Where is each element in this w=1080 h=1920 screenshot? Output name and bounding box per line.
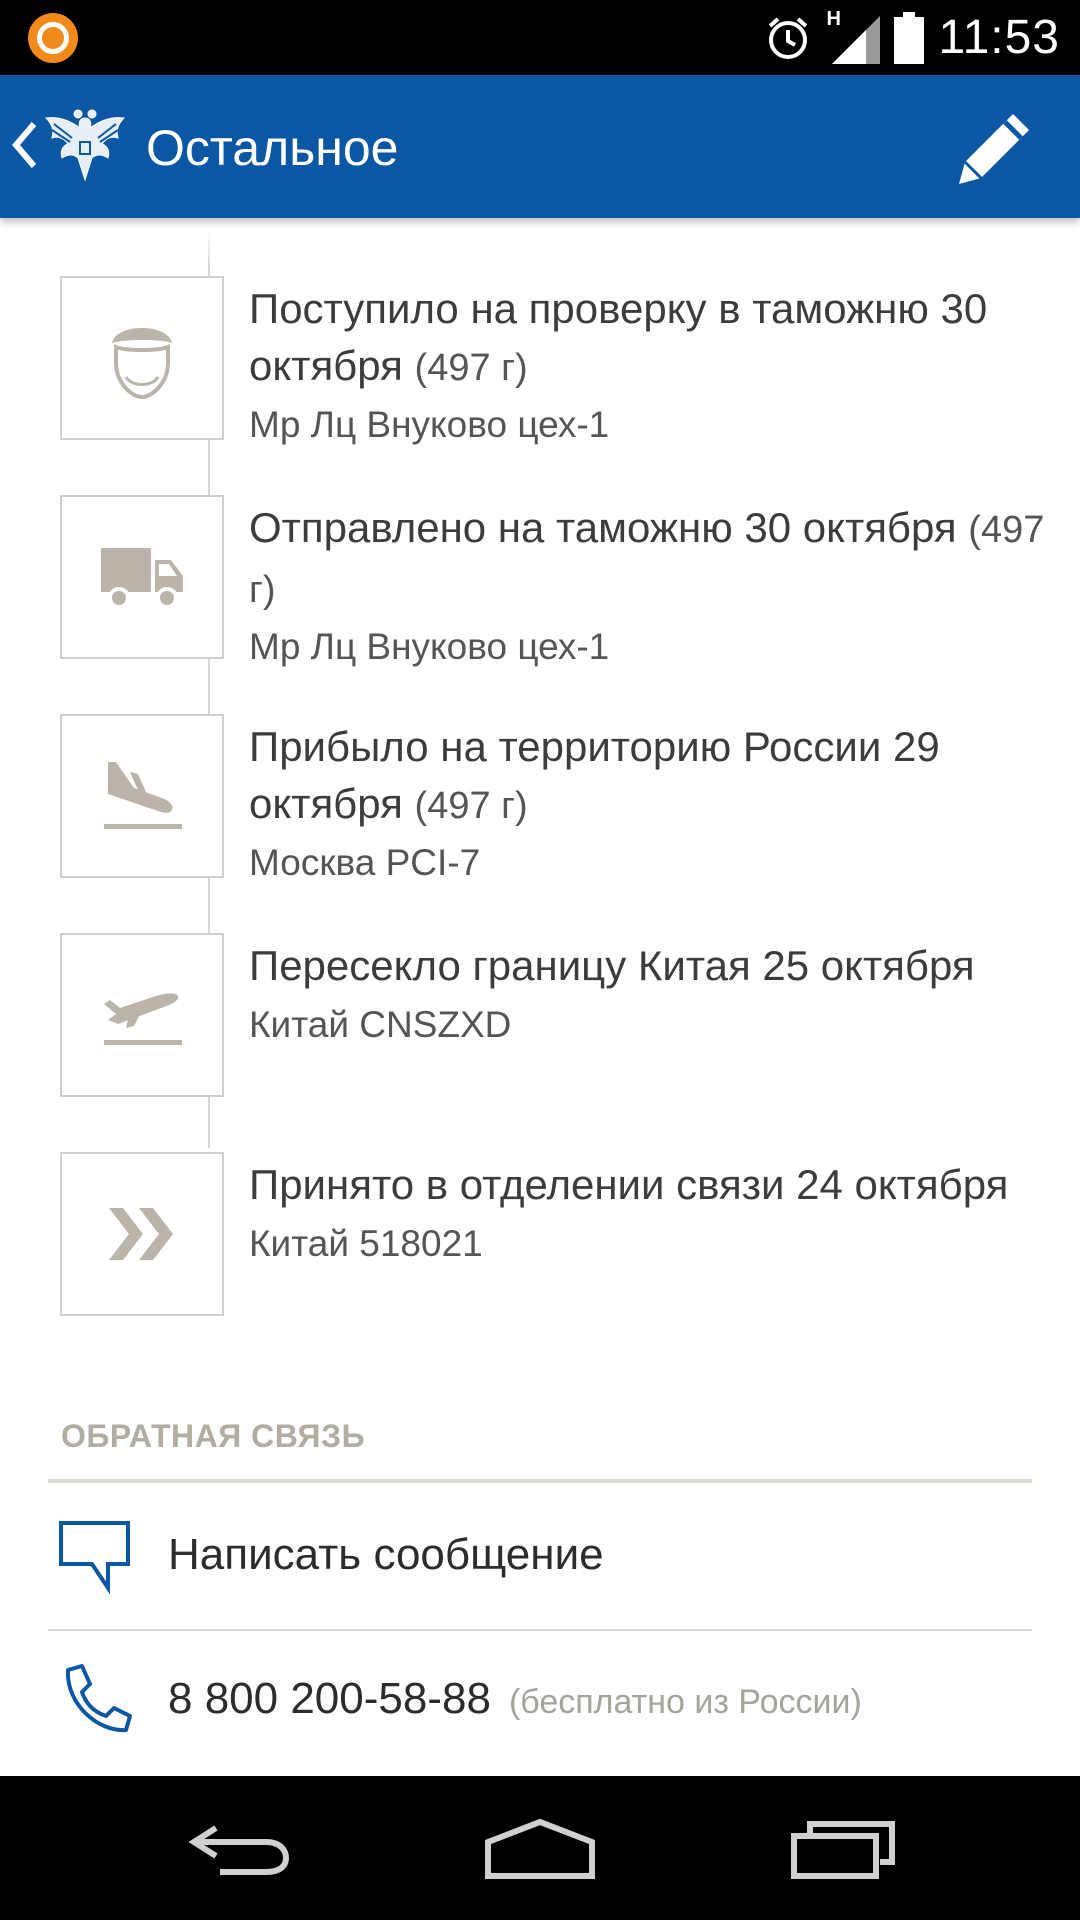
phone-note: (бесплатно из России) xyxy=(508,1683,862,1721)
phone-icon xyxy=(58,1662,134,1738)
section-header-feedback: ОБРАТНАЯ СВЯЗЬ xyxy=(61,1418,366,1454)
plane-takeoff-icon xyxy=(100,980,184,1050)
tracking-event xyxy=(60,933,1060,1099)
customs-officer-icon xyxy=(102,313,182,403)
event-place: Китай CNSZXD xyxy=(249,1004,512,1045)
navigation-bar xyxy=(0,1776,1080,1920)
event-title: Прибыло на территорию России 29 октября xyxy=(249,723,940,827)
eagle-emblem-icon xyxy=(42,108,128,188)
event-weight: (497 г) xyxy=(414,785,528,827)
pencil-icon[interactable] xyxy=(955,110,1033,186)
tracking-event xyxy=(60,714,1060,883)
plane-landing-icon xyxy=(100,758,184,834)
phone-number: 8 800 200-58-88 xyxy=(168,1674,491,1723)
message-bubble-icon xyxy=(58,1520,132,1594)
write-message-label: Написать сообщение xyxy=(168,1530,604,1579)
write-message-button[interactable] xyxy=(48,1488,1032,1631)
event-title: Отправлено на таможню 30 октября xyxy=(249,504,957,551)
back-icon[interactable] xyxy=(186,1814,292,1884)
event-icon-box xyxy=(60,714,224,878)
event-icon-box xyxy=(60,276,224,440)
tracking-event xyxy=(60,276,1060,445)
app-notification-icon xyxy=(28,13,78,63)
event-title: Пересекло границу Китая 25 октября xyxy=(249,942,975,989)
app-bar xyxy=(0,75,1080,218)
battery-icon xyxy=(894,12,924,64)
status-bar xyxy=(0,0,1080,75)
event-place: Москва PCI-7 xyxy=(249,842,481,883)
double-chevron-icon xyxy=(105,1204,179,1264)
signal-icon xyxy=(826,7,880,64)
home-icon[interactable] xyxy=(484,1814,596,1884)
event-place: Мр Лц Внуково цех-1 xyxy=(249,404,610,445)
event-place: Китай 518021 xyxy=(249,1223,483,1264)
section-divider xyxy=(48,1479,1032,1483)
truck-icon xyxy=(99,542,185,612)
event-title: Поступило на проверку в таможню 30 октября xyxy=(249,285,988,389)
call-support-button[interactable] xyxy=(48,1632,1032,1775)
row-divider xyxy=(48,1629,1032,1631)
page-title: Остальное xyxy=(146,120,399,176)
event-weight: (497 г) xyxy=(249,509,1045,611)
event-place: Мр Лц Внуково цех-1 xyxy=(249,626,610,667)
event-icon-box xyxy=(60,1152,224,1316)
phone-line xyxy=(168,1674,862,1724)
event-weight: (497 г) xyxy=(414,347,528,389)
event-icon-box xyxy=(60,495,224,659)
clock: 11:53 xyxy=(938,11,1060,64)
alarm-icon xyxy=(764,14,812,62)
tracking-event xyxy=(60,495,1060,667)
tracking-event xyxy=(60,1152,1060,1318)
network-type-label: H xyxy=(826,7,841,30)
event-title: Принято в отделении связи 24 октября xyxy=(249,1161,1009,1208)
back-arrow-icon[interactable] xyxy=(10,120,40,170)
recents-icon[interactable] xyxy=(790,1814,896,1884)
scroll-fade xyxy=(0,218,1080,268)
event-icon-box xyxy=(60,933,224,1097)
